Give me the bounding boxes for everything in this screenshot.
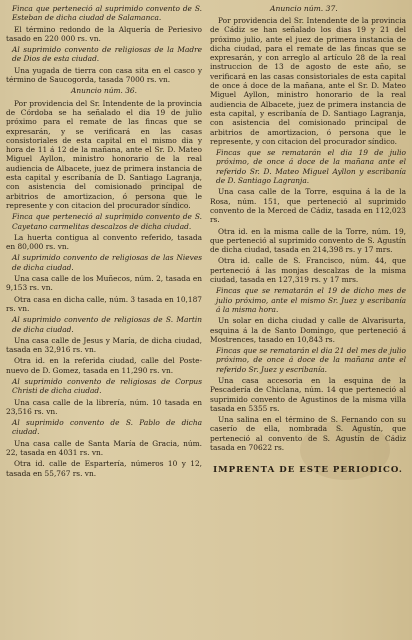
announcement-header: Anuncio núm. 37. [270, 4, 338, 13]
paragraph: Otra casa en dicha calle, núm. 3 tasada en 10,187 rs. vn. [6, 294, 202, 313]
paragraph: Otra id. en la referida ciudad, calle del Poste-nuevo de D. Gomez, tasada en 11,290 rs. vn. [6, 356, 202, 375]
property-origin-heading: Al suprimido convento de religiosas de las Nieves de dicha ciudad. [12, 253, 202, 272]
property-origin-heading: Fincas que se rematarán el dia 19 de julio próximo, de once á doce de la mañana ante el referido Sr. D. Mateo Miguel Ayllon y escribanía de D. Santiago Lagranja. [216, 148, 406, 186]
property-origin-heading: Al suprimido convento de religiosas de Corpus Christi de dicha ciudad. [12, 376, 202, 396]
paragraph: Una casa calle de los Muñecos, núm. 2, tasada en 9,153 rs. vn. [6, 274, 202, 293]
paragraph: Una yugada de tierra con casa sita en el casco y término de Saucogorda, tasada 7000 rs. vn. [6, 65, 202, 85]
right-column [210, 4, 406, 476]
announcement-heading: Anuncio núm. 36. [71, 86, 137, 96]
paragraph: Otra id. calle de S. Francisco, núm. 44, que perteneció á las monjas descalzas de la misma ciudad, tasada en 127,319 rs. y 17 mrs. [210, 256, 406, 285]
paragraph: El término redondo de la Alquería de Periesivo tasado en 220 000 rs. vn. [6, 24, 202, 43]
property-origin-heading: Al suprimido convento de religiosas de la Madre de Dios de esta ciudad. [12, 45, 202, 64]
paragraph: Una salina en el término de S. Fernando con su caserío de ella, nombrada S. Agustín, que perteneció al convento de S. Agustín de Cádiz tasada en 70622 rs. [210, 415, 406, 453]
paragraph: Una casa calle de la Torre, esquina á la de la Rosa, núm. 151, que perteneció al suprimido convento de la Merced de Cádiz, tasada en 112,023 rs. [210, 187, 406, 225]
property-origin-heading: Finca que perteneció al suprimido convento de S. Cayetano carmelitas descalzos de dicha ciudad. [12, 212, 202, 231]
property-origin-heading: Fincas que se rematarán el 19 de dicho mes de julio próximo, ante el mismo Sr. Juez y escribanía á la misma hora. [216, 286, 406, 314]
imprint-line: IMPRENTA DE ESTE PERIODICO. [213, 465, 403, 476]
paragraph: Por providencia del Sr. Intendente de la provincia de Cádiz se han señalado los dias 19 y 21 del próximo julio, ante el juez de primera instancia de dicha ciudad, para el remate de las fincas que se expresarán, y con arreglo al artículo 28 de la real instruccion de 13 de agosto de este año, se verificará en las casas consistoriales de esta capital de once á doce de la mañana, ante el Sr. D. Mateo Miguel Ayllon, ministro honorario de la real audiencia de Albacete, juez de primera instancia de esta capital, y escribanía de D. Santiago Lagranja, con asistencia del comisionado principal de arbitrios de amortizacion, ó persona que le represente, y con citacion del procurador síndico. [210, 16, 406, 146]
right-column-body [210, 16, 406, 452]
property-origin-heading: Finca que perteneció al suprimido convento de S. Esteban de dicha ciudad de Salamanca. [12, 4, 202, 23]
paragraph: Por providencia del Sr. Intendente de la provincia de Córdoba se ha señalado el dia 19 de julio próximo para el remate de las fincas que se expresarán, y se verificará en las casas consistoriales de esta capital en el mismo dia y hora de 11 á 12 de la mañana, ante el Sr. D. Mateo Miguel Ayllon, ministro honorario de la real audiencia de Albacete, juez de primera instancia de esta capital y escribanía de D. Santiago Lagranja, con asistencia del comisionado principal de arbitrios de amortizacion, ó persona que le represente y con citacion del procurador síndico. [6, 98, 202, 210]
paragraph: Un solar en dicha ciudad y calle de Alvarisurta, esquina á la de Santo Domingo, que perteneció á Mostrences, tasado en 10,843 rs. [210, 316, 406, 344]
property-origin-heading: Al suprimido convento de S. Pablo de dicha ciudad. [12, 418, 202, 437]
property-origin-heading: Fincas que se rematarán el dia 21 del mes de julio próximo, de once á doce de la mañana ante el referido Sr. Juez y escribanía. [216, 346, 406, 374]
paragraph: Otra id. calle de Espartería, números 10 y 12, tasada en 55,767 rs. vn. [6, 459, 202, 478]
paragraph: Una casa calle de la librería, núm. 10 tasada en 23,516 rs. vn. [6, 397, 202, 416]
paragraph: Una casa accesoria en la esquina de la Pescadería de Chiclana, núm. 14 que perteneció al suprimido convento de Agustinos de la misma villa tasada en 5355 rs. [210, 375, 406, 413]
paragraph: Una casa calle de Santa María de Gracia, núm. 22, tasada en 4031 rs. vn. [6, 438, 202, 458]
paragraph: Una casa calle de Jesus y María, de dicha ciudad, tasada en 32,916 rs. vn. [6, 335, 202, 355]
paragraph: La huerta contigua al convento referido, tasada en 80,000 rs. vn. [6, 232, 202, 252]
paragraph: Otra id. en la misma calle de la Torre, núm. 19, que perteneció al suprimido convento de S. Agustín de dicha ciudad, tasada en 214,398 rs. y 17 mrs. [210, 226, 406, 255]
property-origin-heading: Al suprimido convento de religiosas de S. Martin de dicha ciudad. [12, 315, 202, 334]
left-column [6, 4, 202, 480]
